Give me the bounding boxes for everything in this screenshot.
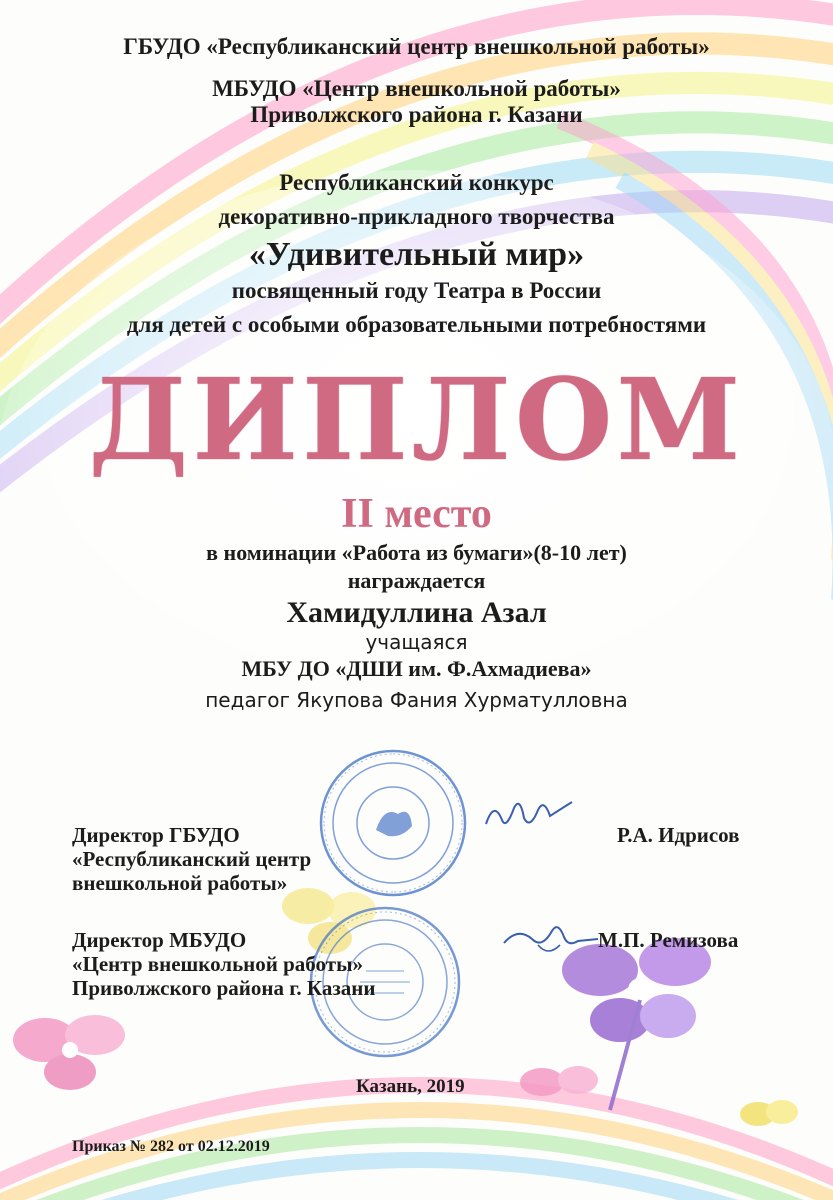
org-secondary-line1: МБУДО «Центр внешкольной работы» (212, 76, 621, 101)
director1-block (72, 823, 311, 895)
contest-line2: декоративно-прикладного творчества (218, 204, 615, 229)
place-label: II место (341, 491, 492, 537)
director2-line3: Приволжского района г. Казани (72, 976, 376, 1000)
nomination: в номинации «Работа из бумаги»(8-10 лет) (206, 540, 627, 565)
director1-line2: «Республиканский центр (72, 847, 312, 871)
diploma-title: ДИПЛОМ (88, 355, 745, 486)
director2-line2: «Центр внешкольной работы» (72, 952, 363, 976)
seal-stamp-1 (318, 748, 468, 898)
org-main: ГБУДО «Республиканский центр внешкольной работы» (123, 34, 710, 59)
student-label: учащаяся (365, 630, 468, 654)
org-secondary-line2: Приволжского района г. Казани (250, 102, 583, 127)
signature-2 (498, 915, 603, 965)
city-year: Казань, 2019 (356, 1076, 465, 1097)
director2-line1: Директор МБУДО (72, 928, 247, 952)
contest-title: «Удивительный мир» (248, 236, 585, 273)
director1-name: Р.А. Идрисов (617, 823, 740, 847)
contest-line1: Республиканский конкурс (279, 170, 554, 195)
contest-line3: посвященный году Театра в России (231, 278, 602, 303)
contest-line4: для детей с особыми образовательными потребностями (126, 312, 707, 337)
school-name: МБУ ДО «ДШИ им. Ф.Ахмадиева» (241, 656, 592, 681)
director1-line3: внешкольной работы» (72, 871, 288, 895)
order-number: Приказ № 282 от 02.12.2019 (72, 1138, 270, 1155)
director1-line1: Директор ГБУДО (72, 823, 240, 847)
director2-block (72, 928, 375, 1000)
signature-1 (480, 790, 580, 840)
teacher-name: педагог Якупова Фания Хурматулловна (205, 688, 628, 712)
awarded-label: награждается (347, 568, 486, 593)
director2-name: М.П. Ремизова (598, 928, 739, 952)
recipient-name: Хамидуллина Азал (286, 596, 547, 629)
